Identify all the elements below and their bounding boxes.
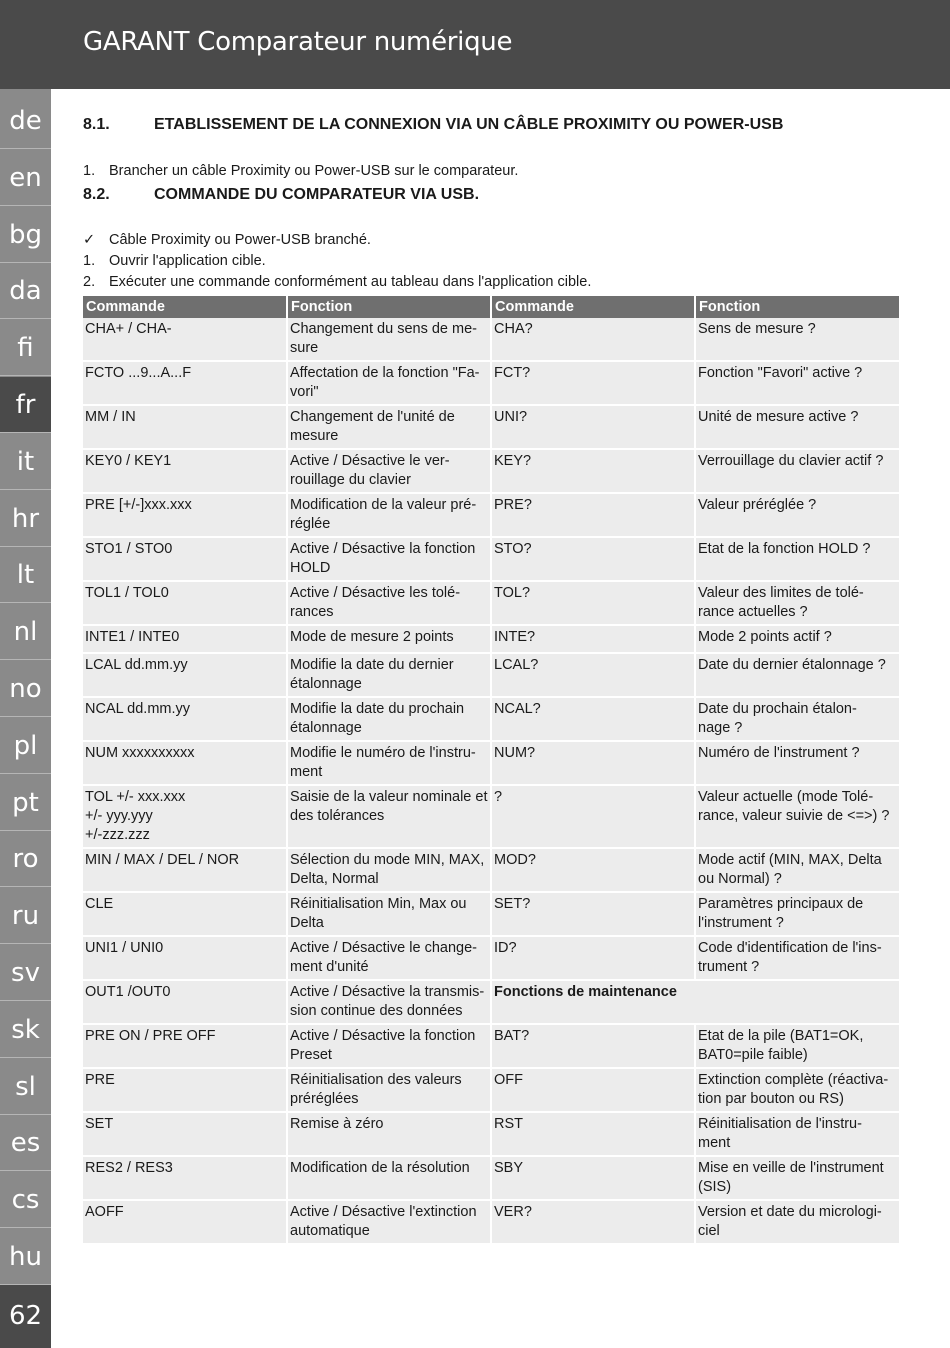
table-cell: Etat de la pile (BAT1=OK, BAT0=pile faible) [695,1024,899,1068]
table-row [83,785,899,848]
language-tab-ro[interactable]: ro [0,831,51,887]
step-number: 1. [83,253,96,269]
page-title: GARANT Comparateur numérique [83,27,513,57]
table-cell: MOD? [491,848,695,892]
table-cell: Mise en veille de l'instrument (SIS) [695,1156,899,1200]
table-cell: Code d'identification de l'ins- trument ? [695,936,899,980]
table-cell: Active / Désactive les tolé- rances [287,581,491,625]
table-cell: Etat de la fonction HOLD ? [695,537,899,581]
table-cell: PRE [83,1068,287,1112]
table-cell: BAT? [491,1024,695,1068]
language-tab-lt[interactable]: lt [0,547,51,603]
column-header: Fonction [695,296,899,318]
language-tab-it[interactable]: it [0,434,51,490]
language-tab-hr[interactable]: hr [0,491,51,547]
table-cell: Active / Désactive l'extinction automatique [287,1200,491,1244]
language-tab-bg[interactable]: bg [0,207,51,263]
step-number: 2. [83,274,96,290]
table-row [83,1156,899,1200]
table-cell: Mode de mesure 2 points [287,625,491,653]
table-row [83,1068,899,1112]
table-row [83,493,899,537]
table-cell: Unité de mesure active ? [695,405,899,449]
table-cell: PRE [+/-]xxx.xxx [83,493,287,537]
table-cell: RST [491,1112,695,1156]
table-cell: SBY [491,1156,695,1200]
language-tab-no[interactable]: no [0,661,51,717]
table-cell: MIN / MAX / DEL / NOR [83,848,287,892]
table-cell: INTE? [491,625,695,653]
table-cell: NCAL? [491,697,695,741]
table-cell: Active / Désactive la fonction Preset [287,1024,491,1068]
language-tab-pl[interactable]: pl [0,718,51,774]
table-header-row [83,296,899,318]
table-cell: Saisie de la valeur nominale et des tolérances [287,785,491,848]
table-cell: Modification de la résolution [287,1156,491,1200]
table-row [83,1200,899,1244]
section-number: 8.1. [83,116,110,133]
table-cell: LCAL? [491,653,695,697]
language-tab-nl[interactable]: nl [0,604,51,660]
language-tab-sl[interactable]: sl [0,1059,51,1115]
table-cell: Modifie la date du prochain étalonnage [287,697,491,741]
table-cell: SET? [491,892,695,936]
check-icon: ✓ [83,232,96,248]
step-text: Câble Proximity ou Power-USB branché. [109,232,371,248]
table-cell: Changement de l'unité de mesure [287,405,491,449]
table-cell: Date du prochain étalon- nage ? [695,697,899,741]
table-row [83,581,899,625]
table-cell: CHA+ / CHA- [83,318,287,361]
table-cell: Active / Désactive le ver- rouillage du clavier [287,449,491,493]
section-title: COMMANDE DU COMPARATEUR VIA USB. [154,186,480,203]
table-cell: OUT1 /OUT0 [83,980,287,1024]
table-cell: NCAL dd.mm.yy [83,697,287,741]
table-cell: INTE1 / INTE0 [83,625,287,653]
language-tab-hu[interactable]: hu [0,1229,51,1285]
table-cell: Affectation de la fonction "Fa- vori" [287,361,491,405]
table-cell: NUM xxxxxxxxxx [83,741,287,785]
command-table [83,296,899,1245]
page-number: 62 [0,1285,51,1348]
language-sidebar [0,89,51,1348]
table-cell: Mode 2 points actif ? [695,625,899,653]
table-row [83,405,899,449]
table-cell: STO1 / STO0 [83,537,287,581]
table-cell: STO? [491,537,695,581]
table-cell: KEY? [491,449,695,493]
table-cell: PRE ON / PRE OFF [83,1024,287,1068]
table-cell: LCAL dd.mm.yy [83,653,287,697]
table-cell: Version et date du micrologi- ciel [695,1200,899,1244]
table-cell: Extinction complète (réactiva- tion par bouton ou RS) [695,1068,899,1112]
table-cell: CLE [83,892,287,936]
language-tab-ru[interactable]: ru [0,888,51,944]
table-cell: CHA? [491,318,695,361]
language-tab-cs[interactable]: cs [0,1172,51,1228]
step-text: Brancher un câble Proximity ou Power-USB sur le comparateur. [109,163,519,179]
language-tab-sv[interactable]: sv [0,945,51,1001]
table-cell: Paramètres principaux de l'instrument ? [695,892,899,936]
table-cell: TOL +/- xxx.xxx +/- yyy.yyy +/-zzz.zzz [83,785,287,848]
language-tab-es[interactable]: es [0,1115,51,1171]
table-row [83,361,899,405]
language-tab-da[interactable]: da [0,263,51,319]
table-cell: Valeur des limites de tolé- rance actuelles ? [695,581,899,625]
table-cell: Fonction "Favori" active ? [695,361,899,405]
column-header: Commande [83,296,287,318]
table-cell: Modification de la valeur pré- réglée [287,493,491,537]
table-cell: Active / Désactive la transmis- sion continue des données [287,980,491,1024]
section-number: 8.2. [83,186,110,203]
language-tab-en[interactable]: en [0,150,51,206]
table-cell: ID? [491,936,695,980]
table-cell: Remise à zéro [287,1112,491,1156]
table-cell: Valeur préréglée ? [695,493,899,537]
table-cell: Modifie la date du dernier étalonnage [287,653,491,697]
table-cell: KEY0 / KEY1 [83,449,287,493]
table-row [83,980,899,1024]
table-cell: UNI1 / UNI0 [83,936,287,980]
table-cell: RES2 / RES3 [83,1156,287,1200]
table-row [83,1024,899,1068]
table-cell: MM / IN [83,405,287,449]
table-cell: Sélection du mode MIN, MAX, Delta, Normal [287,848,491,892]
table-cell: TOL? [491,581,695,625]
table-cell: PRE? [491,493,695,537]
table-cell: Changement du sens de me- sure [287,318,491,361]
table-cell: Active / Désactive le change- ment d'unité [287,936,491,980]
table-cell: SET [83,1112,287,1156]
step-text: Ouvrir l'application cible. [109,253,266,269]
table-cell: Numéro de l'instrument ? [695,741,899,785]
maintenance-heading-cell: Fonctions de maintenance [491,980,899,1024]
table-cell: Sens de mesure ? [695,318,899,361]
table-row [83,697,899,741]
table-row [83,936,899,980]
language-tab-de[interactable]: de [0,93,51,149]
column-header: Commande [491,296,695,318]
table-cell: Valeur actuelle (mode Tolé- rance, valeur suivie de <=>) ? [695,785,899,848]
table-cell: AOFF [83,1200,287,1244]
table-cell: VER? [491,1200,695,1244]
table-row [83,848,899,892]
table-row [83,449,899,493]
table-cell: Active / Désactive la fonction HOLD [287,537,491,581]
table-cell: OFF [491,1068,695,1112]
table-cell: UNI? [491,405,695,449]
table-cell: Mode actif (MIN, MAX, Delta ou Normal) ? [695,848,899,892]
table-row [83,537,899,581]
table-cell: Date du dernier étalonnage ? [695,653,899,697]
page-header [0,0,950,89]
table-cell: FCT? [491,361,695,405]
table-row [83,625,899,653]
language-tab-fi[interactable]: fi [0,320,51,376]
table-cell: Verrouillage du clavier actif ? [695,449,899,493]
table-cell: TOL1 / TOL0 [83,581,287,625]
section-title: ETABLISSEMENT DE LA CONNEXION VIA UN CÂBLE PROXIMITY OU POWER-USB [154,116,784,133]
table-row [83,892,899,936]
table-row [83,653,899,697]
table-cell: Réinitialisation Min, Max ou Delta [287,892,491,936]
table-cell: Réinitialisation de l'instru- ment [695,1112,899,1156]
column-header: Fonction [287,296,491,318]
table-cell: NUM? [491,741,695,785]
table-cell: ? [491,785,695,848]
table-cell: FCTO ...9...A...F [83,361,287,405]
table-row [83,1112,899,1156]
step-text: Exécuter une commande conformément au tableau dans l'application cible. [109,274,592,290]
language-tab-fr[interactable]: fr [0,377,51,433]
table-cell: Réinitialisation des valeurs préréglées [287,1068,491,1112]
table-row [83,318,899,361]
language-tab-sk[interactable]: sk [0,1002,51,1058]
table-row [83,741,899,785]
language-tab-pt[interactable]: pt [0,775,51,831]
step-number: 1. [83,163,96,179]
table-cell: Modifie le numéro de l'instru- ment [287,741,491,785]
